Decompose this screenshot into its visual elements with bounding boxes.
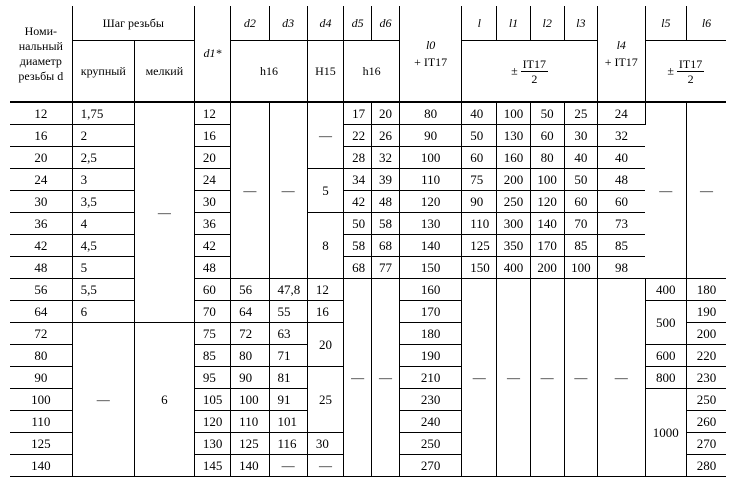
cell-l1: 160	[497, 147, 530, 169]
cell-d3: 91	[269, 389, 307, 411]
header-thread-pitch: Шаг резьбы	[72, 6, 194, 41]
cell-l4-dash: —	[597, 279, 645, 477]
cell-d2: 90	[231, 367, 269, 389]
header-d4	[307, 6, 343, 41]
cell-coarse: 4	[72, 213, 134, 235]
cell-l0: 150	[400, 257, 462, 279]
cell-coarse: 4,5	[72, 235, 134, 257]
cell-d1: 130	[194, 433, 230, 455]
cell-d3: 71	[269, 345, 307, 367]
cell-d2: 80	[231, 345, 269, 367]
cell-d: 20	[10, 147, 72, 169]
cell-d: 48	[10, 257, 72, 279]
header-coarse: крупный	[72, 41, 134, 103]
header-l	[462, 6, 497, 41]
cell-l1: 350	[497, 235, 530, 257]
cell-l1: 300	[497, 213, 530, 235]
cell-d5: 68	[344, 257, 372, 279]
cell-d6: 48	[372, 191, 400, 213]
cell-d6: 26	[372, 125, 400, 147]
cell-d: 90	[10, 367, 72, 389]
header-d5-label: d5	[351, 15, 364, 30]
header-l4-tol: + IT17	[604, 54, 638, 69]
cell-d: 24	[10, 169, 72, 191]
cell-l0: 120	[400, 191, 462, 213]
cell-coarse: 3,5	[72, 191, 134, 213]
cell-d5: 42	[344, 191, 372, 213]
cell-l2: 140	[530, 213, 564, 235]
header-l3	[564, 6, 597, 41]
header-d6-label: d6	[379, 15, 392, 30]
header-d2-label: d2	[243, 15, 256, 30]
cell-d6: 58	[372, 213, 400, 235]
table-row	[10, 169, 726, 191]
header-l0	[400, 6, 462, 102]
cell-l4: 48	[597, 169, 645, 191]
cell-d1: 48	[194, 257, 230, 279]
header-l-pm: ±	[511, 62, 518, 77]
cell-l0: 230	[400, 389, 462, 411]
cell-l0: 110	[400, 169, 462, 191]
cell-l1: 200	[497, 169, 530, 191]
cell-d5: 28	[344, 147, 372, 169]
cell-l6: 250	[687, 389, 727, 411]
cell-l4: 40	[597, 147, 645, 169]
header-l2-label: l2	[542, 15, 552, 30]
cell-coarse: 5,5	[72, 279, 134, 301]
cell-d4: 20	[307, 323, 343, 367]
cell-l4: 85	[597, 235, 645, 257]
cell-coarse: 3	[72, 169, 134, 191]
cell-d2: 56	[231, 279, 269, 301]
cell-l3: 50	[564, 169, 597, 191]
cell-d4-dash: —	[307, 102, 343, 169]
header-d23-tol: h16	[231, 41, 308, 103]
cell-l2: 50	[530, 102, 564, 125]
cell-d6-dash: —	[372, 279, 400, 477]
header-d4-label: d4	[319, 15, 332, 30]
cell-l3: 40	[564, 147, 597, 169]
cell-d4: 5	[307, 169, 343, 213]
cell-d2: 72	[231, 323, 269, 345]
table-row	[10, 191, 726, 213]
header-l56-tol	[645, 41, 726, 103]
cell-d1: 120	[194, 411, 230, 433]
cell-l6: 220	[687, 345, 727, 367]
cell-l5: 800	[645, 367, 686, 389]
cell-l6: 260	[687, 411, 727, 433]
cell-d: 140	[10, 455, 72, 477]
header-nominal-diameter: Номи-нальный диаметр резьбы d	[10, 6, 72, 102]
cell-l0: 250	[400, 433, 462, 455]
cell-l5: 1000	[645, 389, 686, 477]
table-row	[10, 213, 726, 235]
cell-coarse: 5	[72, 257, 134, 279]
cell-l2: 60	[530, 125, 564, 147]
table-row	[10, 147, 726, 169]
header-l1-label: l1	[508, 15, 519, 30]
cell-d4: 12	[307, 279, 343, 301]
cell-d1: 70	[194, 301, 230, 323]
cell-d1: 85	[194, 345, 230, 367]
cell-l1: 250	[497, 191, 530, 213]
cell-l1: 400	[497, 257, 530, 279]
cell-d4: 8	[307, 213, 343, 279]
cell-d2: 100	[231, 389, 269, 411]
cell-coarse: 2,5	[72, 147, 134, 169]
header-d2	[231, 6, 269, 41]
cell-l1: 130	[497, 125, 530, 147]
cell-l3-dash: —	[564, 279, 597, 477]
cell-l6: 280	[687, 455, 727, 477]
header-l5	[645, 6, 686, 41]
cell-d1: 30	[194, 191, 230, 213]
cell-d: 72	[10, 323, 72, 345]
cell-l5: 600	[645, 345, 686, 367]
cell-d: 30	[10, 191, 72, 213]
cell-l6: 190	[687, 301, 727, 323]
cell-d: 125	[10, 433, 72, 455]
cell-l3: 70	[564, 213, 597, 235]
cell-d6: 32	[372, 147, 400, 169]
header-l5-label: l5	[661, 15, 671, 30]
cell-l2: 120	[530, 191, 564, 213]
cell-l: 110	[462, 213, 497, 235]
cell-fine-dash: —	[134, 102, 194, 323]
cell-d4: 25	[307, 367, 343, 433]
cell-l3: 85	[564, 235, 597, 257]
cell-d1: 20	[194, 147, 230, 169]
cell-d1: 24	[194, 169, 230, 191]
cell-d3: 116	[269, 433, 307, 455]
cell-d1: 36	[194, 213, 230, 235]
cell-d5: 17	[344, 102, 372, 125]
header-l-label: l	[477, 15, 481, 30]
cell-d3: 47,8	[269, 279, 307, 301]
cell-d: 80	[10, 345, 72, 367]
header-l0-label: l0	[425, 37, 436, 52]
cell-d1: 12	[194, 102, 230, 125]
cell-d1: 42	[194, 235, 230, 257]
cell-l0: 270	[400, 455, 462, 477]
cell-l2: 80	[530, 147, 564, 169]
header-l-frac-den: 2	[531, 71, 538, 86]
header-l56-pm: ±	[667, 62, 674, 77]
cell-l0: 80	[400, 102, 462, 125]
cell-d3: 55	[269, 301, 307, 323]
cell-l0: 140	[400, 235, 462, 257]
cell-d3: 101	[269, 411, 307, 433]
cell-d2: 125	[231, 433, 269, 455]
header-d1-label: d1*	[203, 46, 222, 60]
header-l56-frac-den: 2	[687, 71, 694, 86]
cell-l5: 500	[645, 301, 686, 345]
header-l56-frac	[677, 57, 704, 86]
cell-d: 56	[10, 279, 72, 301]
cell-l: 50	[462, 125, 497, 147]
header-l4	[597, 6, 645, 102]
cell-fine-6: 6	[134, 323, 194, 477]
cell-l0: 90	[400, 125, 462, 147]
header-d56-tol: h16	[344, 41, 400, 103]
cell-l4: 98	[597, 257, 645, 279]
cell-d5: 50	[344, 213, 372, 235]
header-d1	[194, 6, 230, 102]
header-fine: мелкий	[134, 41, 194, 103]
cell-d: 110	[10, 411, 72, 433]
cell-l0: 240	[400, 411, 462, 433]
table-row	[10, 235, 726, 257]
cell-l0: 100	[400, 147, 462, 169]
cell-d: 12	[10, 102, 72, 125]
cell-d4: 30	[307, 433, 343, 455]
cell-d1: 16	[194, 125, 230, 147]
header-l0-tol: + IT17	[414, 54, 448, 69]
cell-l5: 400	[645, 279, 686, 301]
cell-l3: 25	[564, 102, 597, 125]
header-l-frac-num: IT17	[522, 56, 546, 71]
cell-coarse-dash: —	[72, 323, 134, 477]
cell-coarse: 2	[72, 125, 134, 147]
cell-d: 16	[10, 125, 72, 147]
cell-l0: 130	[400, 213, 462, 235]
table-row	[10, 279, 726, 301]
cell-d1: 95	[194, 367, 230, 389]
cell-d3: 63	[269, 323, 307, 345]
cell-l2: 200	[530, 257, 564, 279]
cell-d: 64	[10, 301, 72, 323]
cell-l4: 60	[597, 191, 645, 213]
cell-d: 36	[10, 213, 72, 235]
header-d3-label: d3	[282, 15, 295, 30]
cell-l3: 30	[564, 125, 597, 147]
cell-l6: 200	[687, 323, 727, 345]
cell-d5: 58	[344, 235, 372, 257]
header-d3	[269, 6, 307, 41]
table-row	[10, 102, 726, 125]
cell-d1: 105	[194, 389, 230, 411]
cell-l3: 60	[564, 191, 597, 213]
cell-d: 100	[10, 389, 72, 411]
cell-d2: 64	[231, 301, 269, 323]
cell-d6: 39	[372, 169, 400, 191]
cell-l6-dash: —	[687, 102, 727, 279]
cell-d2: 140	[231, 455, 269, 477]
cell-d: 42	[10, 235, 72, 257]
cell-d6: 68	[372, 235, 400, 257]
header-l1	[497, 6, 530, 41]
cell-d2-dash: —	[231, 102, 269, 279]
cell-l: 150	[462, 257, 497, 279]
header-l3-label: l3	[576, 15, 586, 30]
cell-l: 40	[462, 102, 497, 125]
cell-d6: 20	[372, 102, 400, 125]
cell-d4: 16	[307, 301, 343, 323]
cell-l4: 24	[597, 102, 645, 125]
cell-l0: 170	[400, 301, 462, 323]
cell-l2-dash: —	[530, 279, 564, 477]
cell-coarse: 6	[72, 301, 134, 323]
cell-l0: 160	[400, 279, 462, 301]
thread-dimensions-table	[10, 6, 726, 477]
header-d4-tol: H15	[307, 41, 343, 103]
header-l-tol	[462, 41, 598, 103]
cell-d2: 110	[231, 411, 269, 433]
header-l4-label: l4	[616, 37, 626, 52]
cell-l6: 230	[687, 367, 727, 389]
table-row	[10, 257, 726, 279]
table-row	[10, 125, 726, 147]
cell-l1-dash: —	[497, 279, 530, 477]
cell-d6: 77	[372, 257, 400, 279]
cell-l2: 170	[530, 235, 564, 257]
cell-l0: 180	[400, 323, 462, 345]
cell-l: 75	[462, 169, 497, 191]
cell-l2: 100	[530, 169, 564, 191]
cell-coarse: 1,75	[72, 102, 134, 125]
cell-l6: 180	[687, 279, 727, 301]
cell-l: 60	[462, 147, 497, 169]
cell-d1: 60	[194, 279, 230, 301]
cell-l0: 190	[400, 345, 462, 367]
cell-d1: 145	[194, 455, 230, 477]
cell-d3-dash: —	[269, 102, 307, 279]
header-l6-label: l6	[701, 15, 712, 30]
cell-d1: 75	[194, 323, 230, 345]
cell-l1: 100	[497, 102, 530, 125]
cell-d3: —	[269, 455, 307, 477]
header-d5	[344, 6, 372, 41]
cell-d3: 81	[269, 367, 307, 389]
header-l6	[687, 6, 727, 41]
header-l-frac	[521, 57, 548, 86]
cell-l4: 73	[597, 213, 645, 235]
header-l2	[530, 6, 564, 41]
cell-d4: —	[307, 455, 343, 477]
cell-l0: 210	[400, 367, 462, 389]
cell-d5: 22	[344, 125, 372, 147]
cell-l5-dash: —	[645, 102, 686, 279]
cell-l: 125	[462, 235, 497, 257]
cell-l: 90	[462, 191, 497, 213]
cell-d5: 34	[344, 169, 372, 191]
cell-l4: 32	[597, 125, 645, 147]
cell-l6: 270	[687, 433, 727, 455]
header-d6	[372, 6, 400, 41]
header-l56-frac-num: IT17	[678, 56, 703, 71]
cell-d5-dash: —	[344, 279, 372, 477]
cell-l3: 100	[564, 257, 597, 279]
cell-l-dash: —	[462, 279, 497, 477]
